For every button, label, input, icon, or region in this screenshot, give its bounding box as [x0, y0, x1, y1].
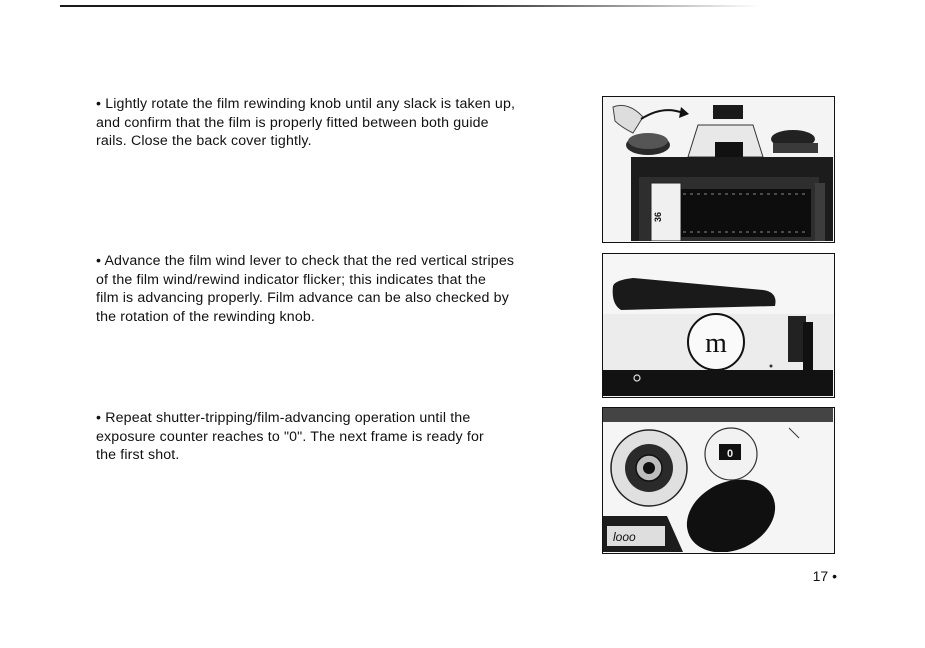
photo-film-loading: [602, 96, 835, 243]
step-3-line-2: exposure counter reaches to "0". The next frame is ready for: [96, 428, 484, 445]
wind-indicator-illustration: [603, 254, 833, 396]
step-2-line-4: the rotation of the rewinding knob.: [96, 308, 315, 325]
counter-label: 0: [726, 448, 734, 460]
page-number: 17 •: [812, 568, 837, 584]
indicator-symbol: m: [705, 328, 727, 359]
step-1-line-2: and confirm that the film is properly fitted between both guide: [96, 114, 489, 131]
camera-back-illustration: [603, 97, 833, 241]
top-rule: [60, 5, 760, 7]
photo-wind-indicator: [602, 253, 835, 398]
film-cassette-label: 36: [653, 211, 663, 222]
bullet: •: [96, 253, 102, 269]
step-2-line-2: of the film wind/rewind indicator flicker; this indicates that the: [96, 271, 486, 288]
bullet: •: [96, 96, 102, 112]
step-1-line-1: • Lightly rotate the film rewinding knob until any slack is taken up,: [96, 96, 516, 112]
exposure-counter-illustration: [603, 408, 833, 552]
bullet: •: [96, 410, 102, 426]
step-3-text: [96, 409, 484, 465]
photo-exposure-counter: [602, 407, 835, 554]
step-2-text: [96, 252, 514, 326]
page-bullet: •: [832, 568, 837, 584]
step-3-line-1: • Repeat shutter-tripping/film-advancing operation until the: [96, 410, 471, 426]
shutter-dial-label: looo: [613, 530, 636, 544]
step-2-line-1: • Advance the film wind lever to check that the red vertical stripes: [96, 253, 515, 269]
step-1-text: [96, 95, 515, 151]
step-3-line-3: the first shot.: [96, 447, 180, 463]
step-1-line-3: rails. Close the back cover tightly.: [96, 133, 312, 149]
step-2-line-3: film is advancing properly. Film advance can be also checked by: [96, 290, 509, 306]
